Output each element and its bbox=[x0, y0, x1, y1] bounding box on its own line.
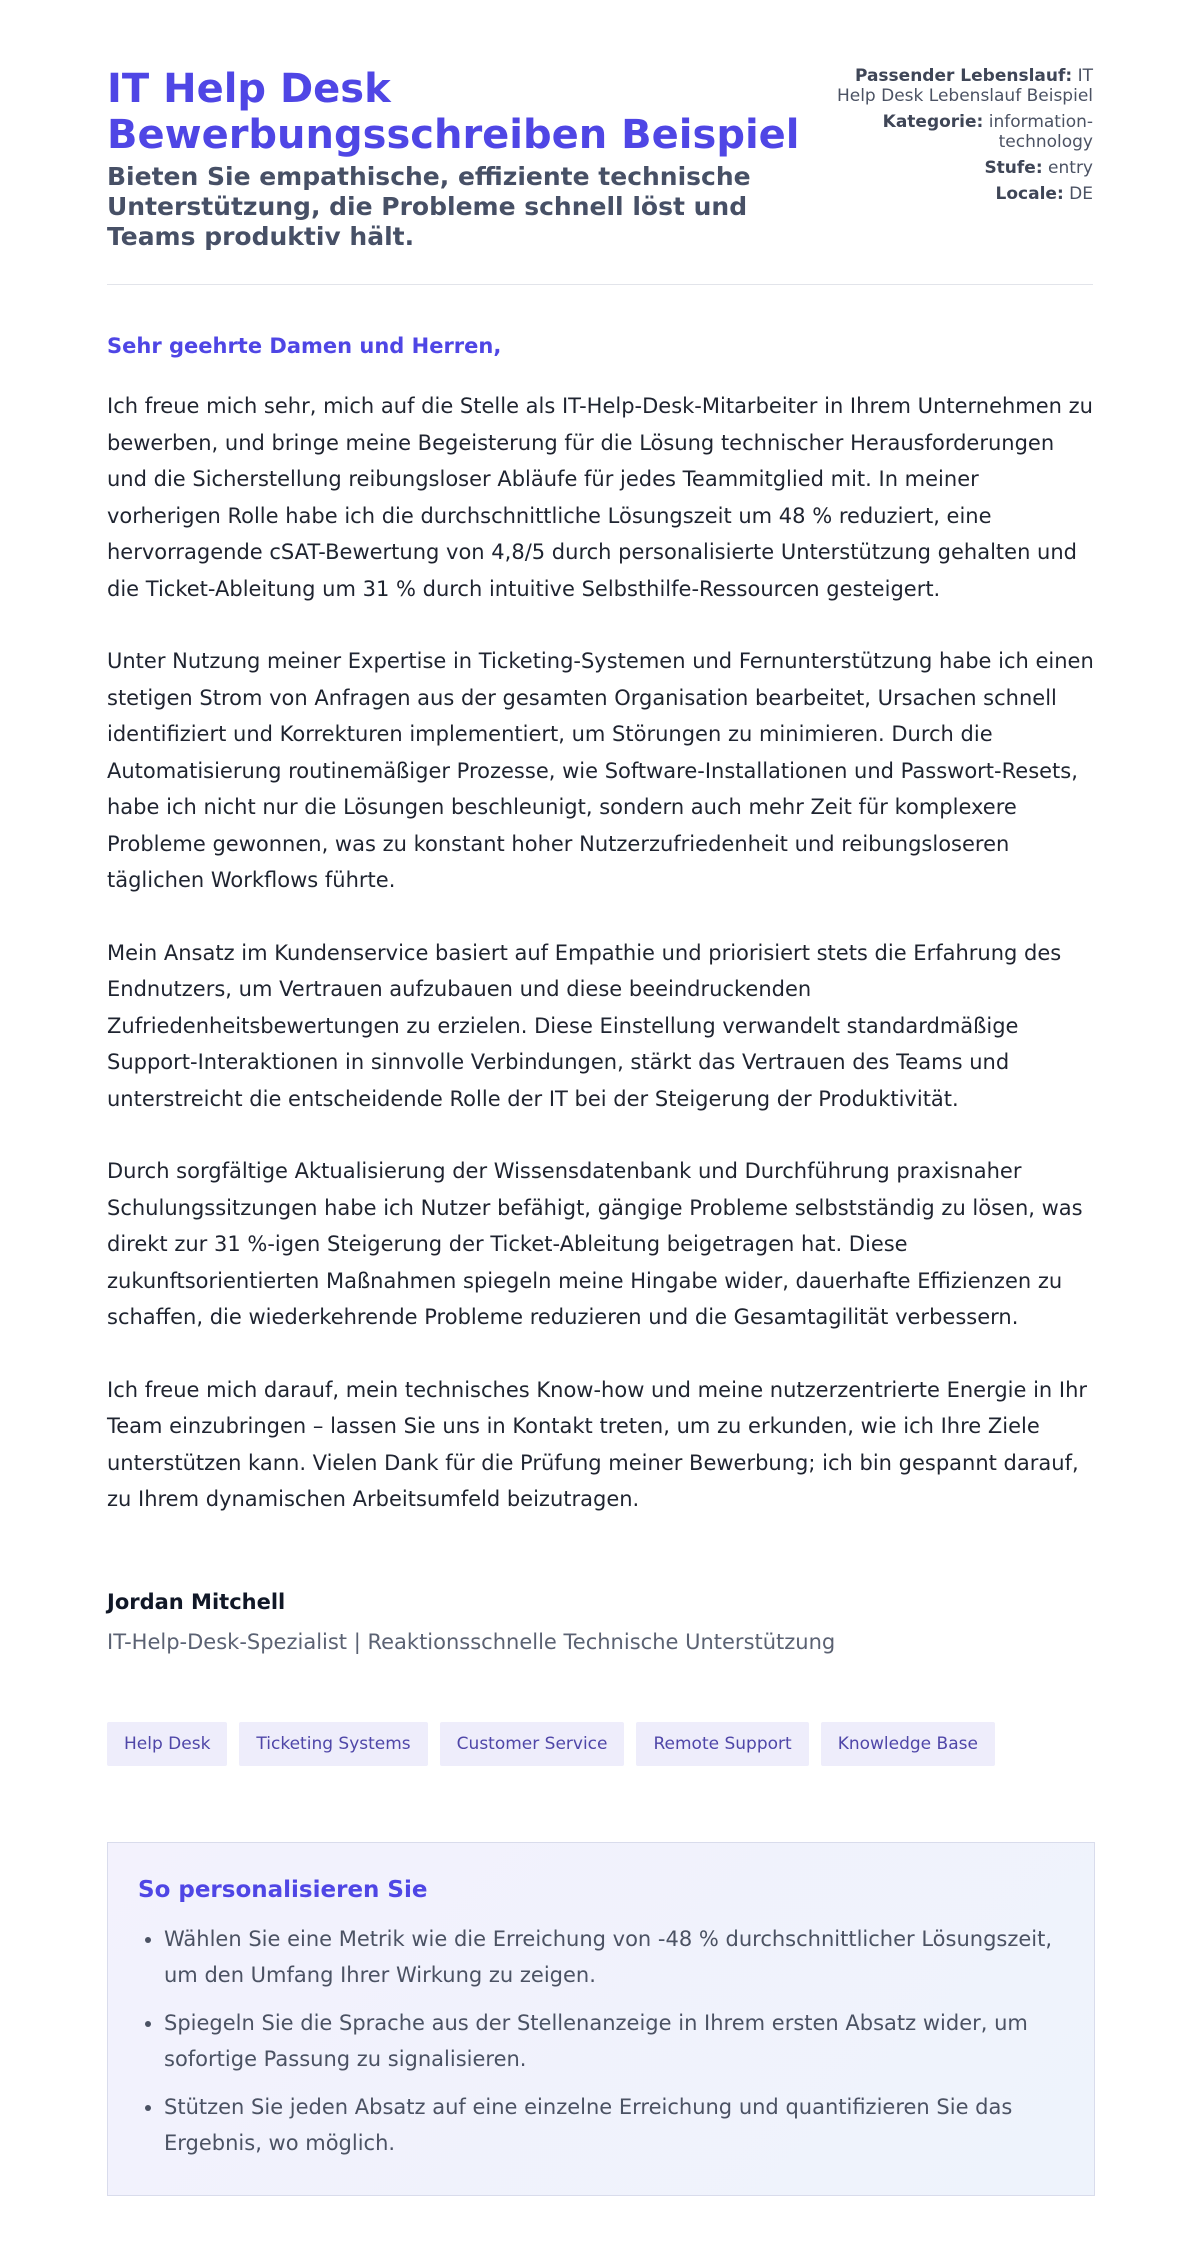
signature-block bbox=[107, 1590, 835, 1654]
meta-level bbox=[833, 158, 1093, 178]
letter-paragraph: Ich freue mich darauf, mein technisches Know-how und meine nutzerzentrierte Energie in Ihr Team einzubringen – lassen Sie uns in Kontakt treten, um zu erkunden, wie ich Ihre Ziele unterstützen kann. Vielen Dank für die Prüfung meiner Bewerbung; ich bin gespannt darauf, zu Ihrem dynamischen Arbeitsumfeld beizutragen. bbox=[107, 1377, 1088, 1511]
meta-locale-label: Locale: bbox=[995, 184, 1064, 204]
meta-panel bbox=[833, 66, 1093, 210]
tips-title: So personalisieren Sie bbox=[138, 1877, 428, 1903]
meta-locale bbox=[833, 184, 1093, 204]
tip-item: • Spiegeln Sie die Sprache aus der Stellenanzeige in Ihrem ersten Absatz wider, um sofortige Passung zu signalisieren. bbox=[164, 2005, 1064, 2077]
signature-role: IT-Help-Desk-Spezialist | Reaktionsschnelle Technische Unterstützung bbox=[107, 1630, 836, 1654]
tips-list bbox=[138, 1921, 1064, 2161]
letter-paragraph: Unter Nutzung meiner Expertise in Ticketing-Systemen und Fernunterstützung habe ich einen stetigen Strom von Anfragen aus der gesamten Organisation bearbeitet, Ursachen schnell identifiziert und Korrekturen implementiert, um Störungen zu minimieren. Durch die Automatisierung routinemäßiger Prozesse, wie Software-Installationen und Passwort-Resets, habe ich nicht nur die Lösungen beschleunigt, sondern auch mehr Zeit für komplexere Probleme gewonnen, was zu konstant hoher Nutzerzufriedenheit und reibungsloseren täglichen Workflows führte. bbox=[107, 649, 1094, 892]
page-header bbox=[107, 0, 1093, 251]
meta-locale-value: DE bbox=[1069, 184, 1093, 204]
skill-tag: Help Desk bbox=[107, 1722, 227, 1766]
meta-level-value: entry bbox=[1048, 158, 1093, 178]
skill-tag: Knowledge Base bbox=[821, 1722, 995, 1766]
personalize-tips-box bbox=[107, 1842, 1095, 2196]
page-subtitle: Bieten Sie empathische, effiziente technische Unterstützung, die Probleme schnell löst und Teams produktiv hält. bbox=[107, 162, 751, 251]
meta-resume-label: Passender Lebenslauf: bbox=[854, 66, 1073, 86]
meta-category bbox=[833, 112, 1093, 152]
meta-level-label: Stufe: bbox=[984, 158, 1043, 178]
letter-paragraph: Ich freue mich sehr, mich auf die Stelle als IT-Help-Desk-Mitarbeiter in Ihrem Unternehmen zu bewerben, und bringe meine Begeisterung für die Lösung technischer Herausforderungen und die Sicherstellung reibungsloser Abläufe für jedes Teammitglied mit. In meiner vorherigen Rolle habe ich die durchschnittliche Lösungszeit um 48 % reduziert, eine hervorragende cSAT-Bewertung von 4,8/5 durch personalisierte Unterstützung gehalten und die Ticket-Ableitung um 31 % durch intuitive Selbsthilfe-Ressourcen gesteigert. bbox=[107, 394, 1093, 601]
letter-paragraph: Durch sorgfältige Aktualisierung der Wissensdatenbank und Durchführung praxisnaher Schulungssitzungen habe ich Nutzer befähigt, gängige Probleme selbstständig zu lösen, was direkt zur 31 %-igen Steigerung der Ticket-Ableitung beigetragen hat. Diese zukunftsorientierten Maßnahmen spiegeln meine Hingabe wider, dauerhafte Effizienzen zu schaffen, die wiederkehrende Probleme reduzieren und die Gesamtagilität verbessern. bbox=[107, 1159, 1083, 1329]
letter-salutation: Sehr geehrte Damen und Herren, bbox=[107, 334, 502, 358]
tip-item: • Wählen Sie eine Metrik wie die Erreichung von -48 % durchschnittlicher Lösungszeit, um den Umfang Ihrer Wirkung zu zeigen. bbox=[164, 1921, 1064, 1993]
meta-category-value: information-technology bbox=[988, 112, 1093, 152]
page-title: IT Help Desk Bewerbungsschreiben Beispiel bbox=[107, 66, 800, 158]
letter-body bbox=[107, 388, 1097, 1554]
letter-paragraph: Mein Ansatz im Kundenservice basiert auf Empathie und priorisiert stets die Erfahrung des Endnutzers, um Vertrauen aufzubauen und diese beeindruckenden Zufriedenheitsbewertungen zu erzielen. Diese Einstellung verwandelt standardmäßige Support-Interaktionen in sinnvolle Verbindungen, stärkt das Vertrauen des Teams und unterstreicht die entscheidende Rolle der IT bei der Steigerung der Produktivität. bbox=[107, 940, 1062, 1111]
skill-tags bbox=[107, 1722, 995, 1766]
skill-tag: Customer Service bbox=[440, 1722, 625, 1766]
meta-resume-value: IT Help Desk Lebenslauf Beispiel bbox=[836, 66, 1093, 106]
tip-item: • Stützen Sie jeden Absatz auf eine einzelne Erreichung und quantifizieren Sie das Ergebnis, wo möglich. bbox=[164, 2089, 1064, 2161]
meta-category-label: Kategorie: bbox=[882, 112, 984, 132]
signature-name: Jordan Mitchell bbox=[107, 1590, 286, 1614]
skill-tag: Remote Support bbox=[636, 1722, 808, 1766]
meta-resume bbox=[833, 66, 1093, 106]
skill-tag: Ticketing Systems bbox=[239, 1722, 427, 1766]
header-divider bbox=[107, 284, 1093, 285]
